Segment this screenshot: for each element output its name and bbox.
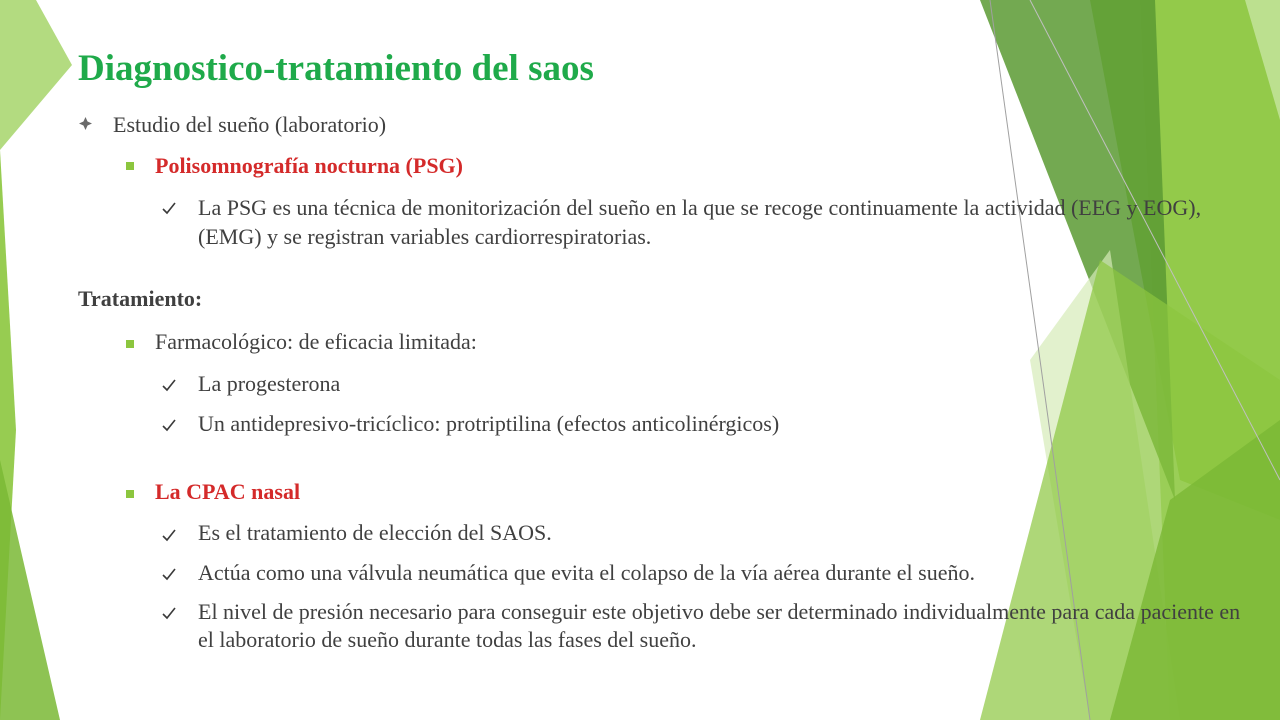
text-progesterona: La progesterona: [198, 371, 341, 396]
square-bullet-icon: [126, 162, 134, 170]
text-cpac-3: El nivel de presión necesario para conseguir este objetivo debe ser determinado individualmente para cada paciente en el laboratorio de sueño durante todas las fases del sueño.: [198, 599, 1241, 652]
bullet-estudio: Estudio del sueño (laboratorio): [113, 112, 387, 137]
heading-tratamiento: Tratamiento:: [78, 286, 203, 311]
square-bullet-icon: [126, 340, 134, 348]
check-icon: [162, 201, 176, 215]
bullet-cpac: La CPAC nasal: [155, 479, 301, 504]
check-icon: [162, 378, 176, 392]
check-icon: [162, 567, 176, 581]
check-icon: [162, 418, 176, 432]
bullet-psg: Polisomnografía nocturna (PSG): [155, 153, 463, 178]
check-icon: [162, 606, 176, 620]
bullet-farmacologico: Farmacológico: de eficacia limitada:: [155, 329, 477, 354]
slide-title: Diagnostico-tratamiento del saos: [78, 48, 594, 89]
text-cpac-2: Actúa como una válvula neumática que evita el colapso de la vía aérea durante el sueño.: [198, 560, 975, 585]
text-cpac-1: Es el tratamiento de elección del SAOS.: [198, 520, 552, 545]
text-antidepresivo: Un antidepresivo-tricíclico: protriptilina (efectos anticolinérgicos): [198, 411, 780, 436]
square-bullet-icon: [126, 490, 134, 498]
check-icon: [162, 528, 176, 542]
text-psg-desc: La PSG es una técnica de monitorización del sueño en la que se recoge continuamente la actividad (EEG y EOG),(EMG) y se registran variables cardiorrespiratorias.: [198, 195, 1202, 249]
diamond-bullet-icon: [79, 117, 92, 130]
